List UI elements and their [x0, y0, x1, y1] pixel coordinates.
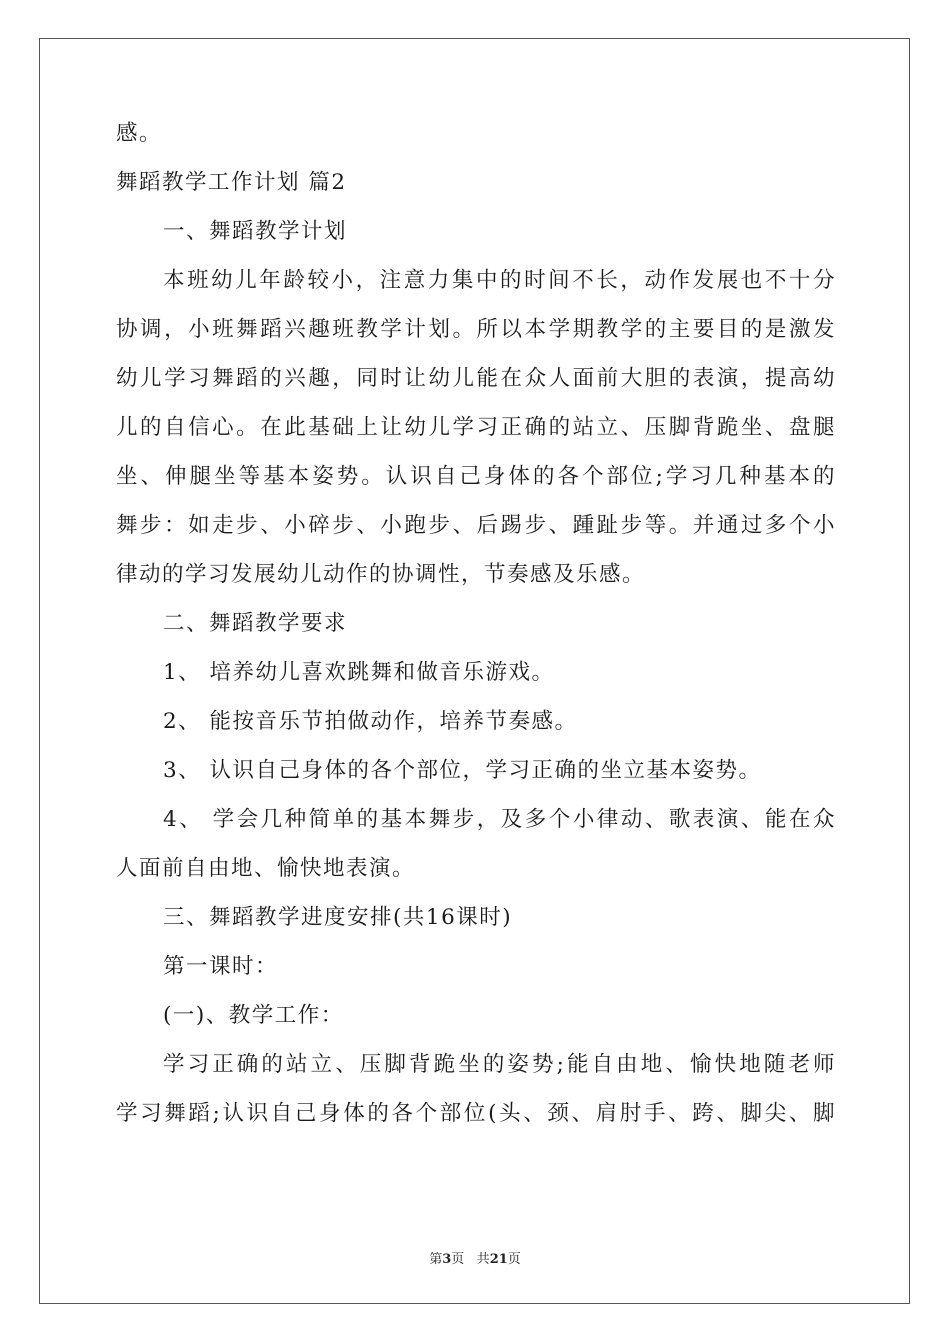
list-item: 2、 能按音乐节拍做动作，培养节奏感。: [163, 709, 578, 734]
list-item: 3、 认识自己身体的各个部位，学习正确的坐立基本姿势。: [163, 758, 762, 783]
list-item: 1、 培养幼儿喜欢跳舞和做音乐游戏。: [163, 660, 555, 685]
text-line: 幼儿学习舞蹈的兴趣，同时让幼儿能在众人面前大胆的表演，提高幼: [116, 366, 836, 391]
document-body: [116, 122, 836, 1126]
text-line: 坐、伸腿坐等基本姿势。认识自己身体的各个部位;学习几种基本的: [116, 464, 836, 489]
text-line: 学习舞蹈;认识自己身体的各个部位(头、颈、肩肘手、跨、脚尖、脚: [116, 1101, 836, 1126]
footer-page-prefix: 第: [429, 1252, 443, 1267]
footer-page-current: 3: [442, 1252, 452, 1267]
text-line: 律动的学习发展幼儿动作的协调性，节奏感及乐感。: [116, 562, 646, 587]
text-line: 学习正确的站立、压脚背跪坐的姿势;能自由地、愉快地随老师: [163, 1052, 836, 1077]
text-line: 舞步：如走步、小碎步、小跑步、后踢步、踵趾步等。并通过多个小: [116, 513, 836, 538]
subheading: 第一课时：: [163, 954, 279, 979]
heading-1: 一、舞蹈教学计划: [163, 219, 348, 244]
text-line: 协调，小班舞蹈兴趣班教学计划。所以本学期教学的主要目的是激发: [116, 317, 836, 342]
text-line: 感。: [116, 121, 163, 146]
text-line: 本班幼儿年龄较小，注意力集中的时间不长，动作发展也不十分: [163, 268, 836, 293]
footer-total-unit: 页: [507, 1252, 521, 1267]
heading-2: 二、舞蹈教学要求: [163, 611, 348, 636]
text-line: 儿的自信心。在此基础上让幼儿学习正确的站立、压脚背跪坐、盘腿: [116, 415, 836, 440]
section-title: 舞蹈教学工作计划 篇2: [116, 170, 347, 195]
footer-page-unit: 页: [451, 1252, 465, 1267]
page-footer: [0, 1248, 950, 1267]
footer-page-total: 21: [489, 1252, 508, 1267]
subheading: (一)、教学工作：: [163, 1003, 344, 1028]
text-line: 人面前自由地、愉快地表演。: [116, 856, 416, 881]
heading-3: 三、舞蹈教学进度安排(共16课时): [163, 905, 513, 930]
footer-total-prefix: 共: [476, 1252, 490, 1267]
list-item: 4、 学会几种简单的基本舞步，及多个小律动、歌表演、能在众: [163, 807, 836, 832]
